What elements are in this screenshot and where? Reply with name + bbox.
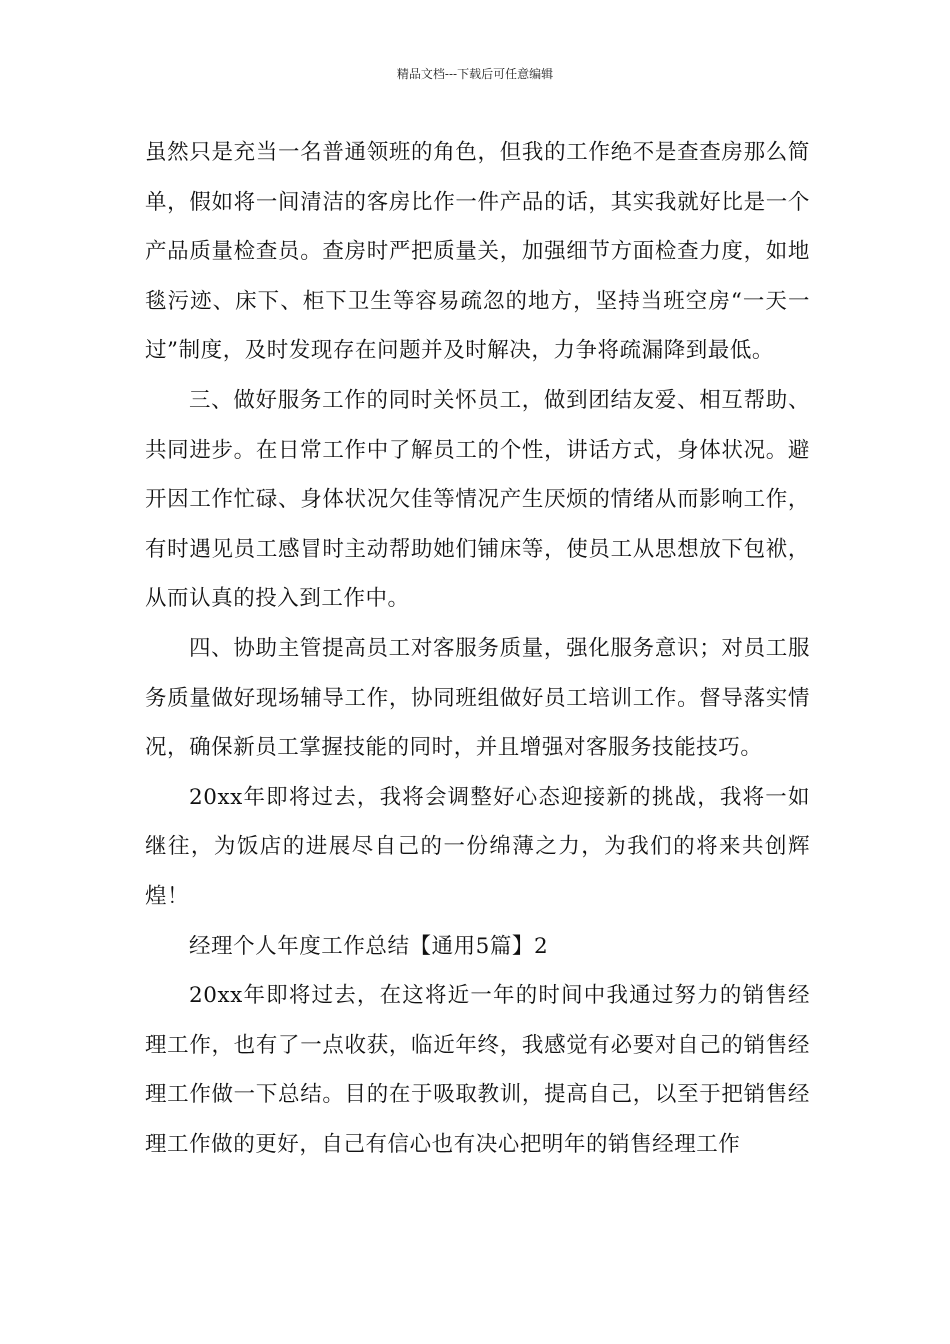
paragraph-section-three: 三、做好服务工作的同时关怀员工，做到团结友爱、相互帮助、共同进步。在日常工作中了解员工的个性，讲话方式，身体状况。避开因工作忙碌、身体状况欠佳等情况产生厌烦的情绪从而影响工作，有时遇见员工感冒时主动帮助她们铺床等，使员工从思想放下包袱，从而认真的投入到工作中。 [145,387,810,612]
section-heading: 经理个人年度工作总结【通用5篇】2 [189,933,549,959]
paragraph-closing: 20xx年即将过去，我将会调整好心态迎接新的挑战，我将一如继往，为饭店的进展尽自己的一份绵薄之力，为我们的将来共创辉煌！ [145,784,810,909]
document-body [145,128,810,1169]
paragraph-section-four: 四、协助主管提高员工对客服务质量，强化服务意识；对员工服务质量做好现场辅导工作，协同班组做好员工培训工作。督导落实情况，确保新员工掌握技能的同时，并且增强对客服务技能技巧。 [145,635,810,761]
page-header: 精品文档---下载后可任意编辑 [396,67,554,81]
paragraph-continuation: 虽然只是充当一名普通领班的角色，但我的工作绝不是查查房那么简单，假如将一间清洁的客房比作一件产品的话，其实我就好比是一个产品质量检查员。查房时严把质量关，加强细节方面检查力度，如地毯污迹、床下、柜下卫生等容易疏忽的地方，坚持当班空房“一天一过”制度，及时发现存在问题并及时解决，力争将疏漏降到最低。 [145,140,810,364]
paragraph-intro-second: 20xx年即将过去，在这将近一年的时间中我通过努力的销售经理工作，也有了一点收获，临近年终，我感觉有必要对自己的销售经理工作做一下总结。目的在于吸取教训，提高自己，以至于把销售经理工作做的更好，自己有信心也有决心把明年的销售经理工作 [145,983,810,1157]
